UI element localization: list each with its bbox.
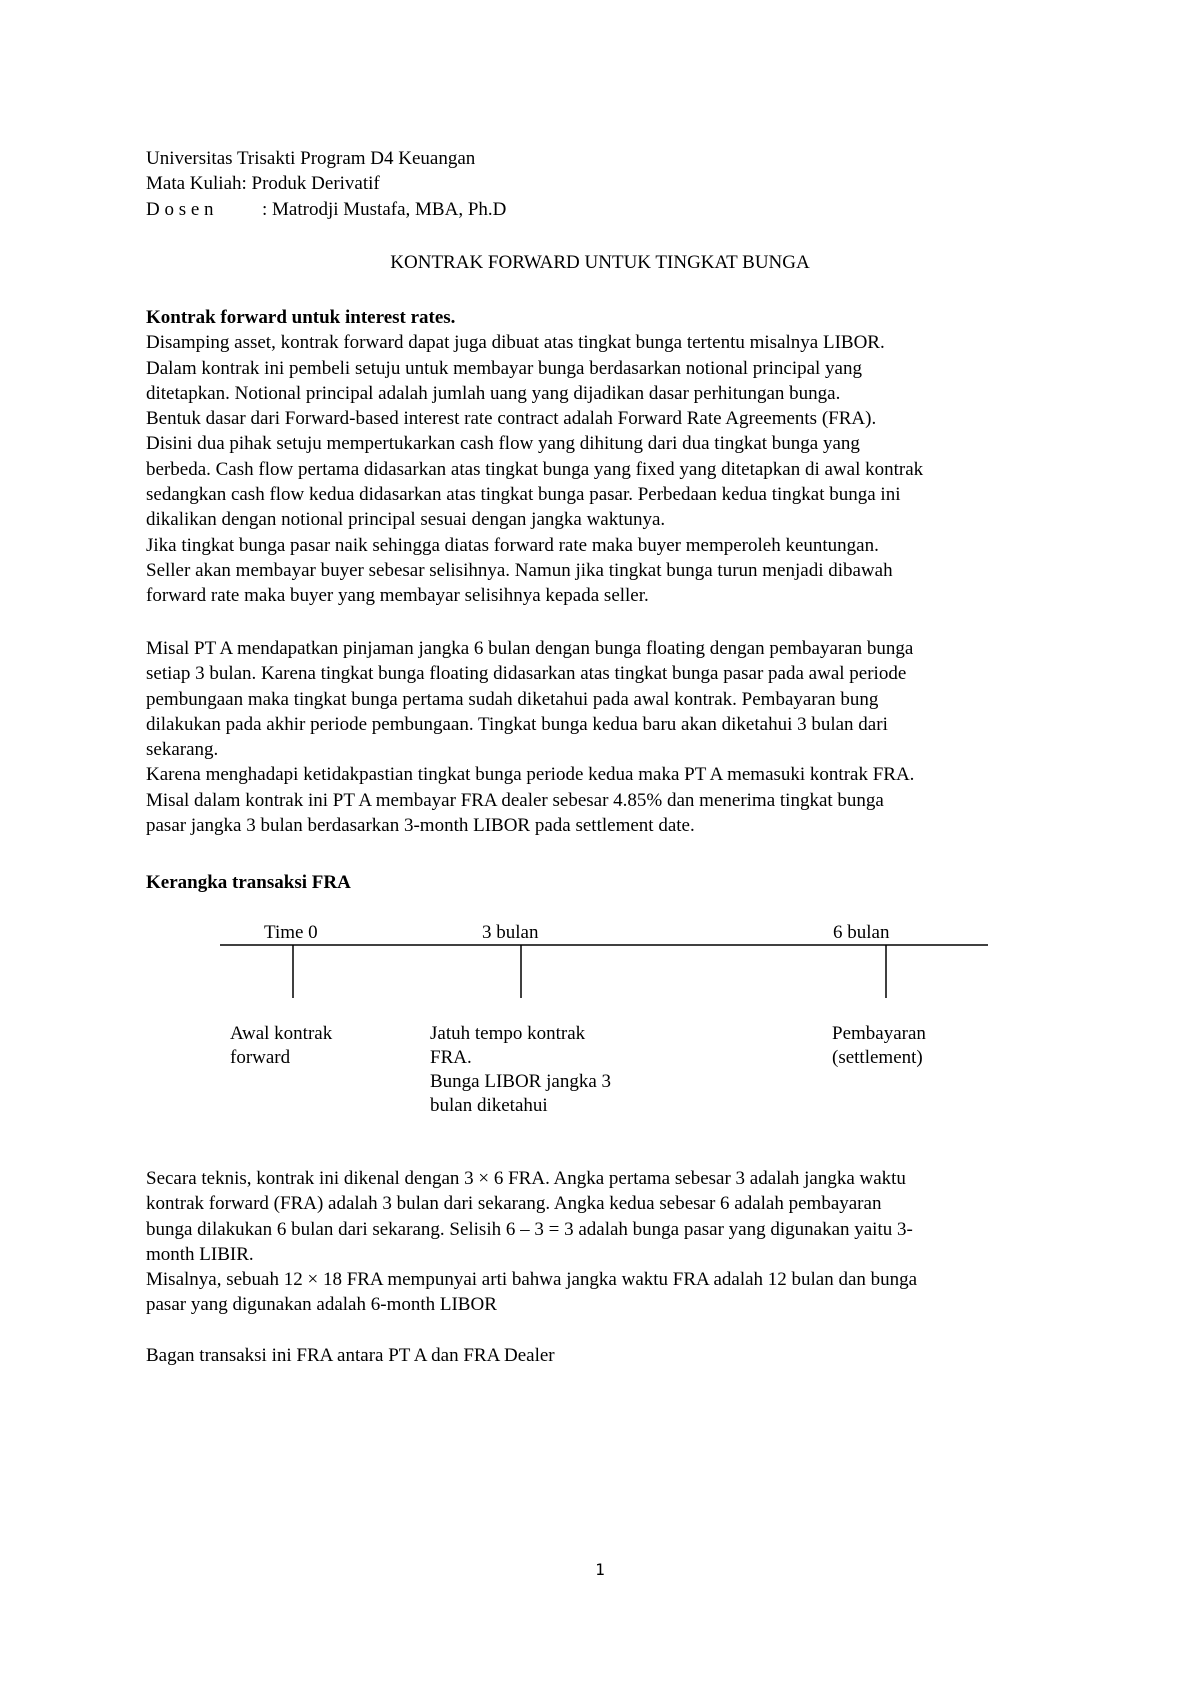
paragraph-line: Jika tingkat bunga pasar naik sehingga diatas forward rate maka buyer memperoleh keuntungan. <box>146 534 879 556</box>
section-technical-explanation <box>146 1166 1066 1318</box>
paragraph-line: Misal PT A mendapatkan pinjaman jangka 6 bulan dengan bunga floating dengan pembayaran bunga <box>146 638 914 659</box>
paragraph-line: Secara teknis, kontrak ini dikenal dengan 3 × 6 FRA. Angka pertama sebesar 3 adalah jangka waktu <box>146 1168 906 1189</box>
paragraph-line: dilakukan pada akhir periode pembungaan. Tingkat bunga kedua baru akan diketahui 3 bulan dari <box>146 713 888 735</box>
university-program: Universitas Trisakti Program D4 Keuangan <box>146 148 476 169</box>
timeline-label-time-0: Time 0 <box>264 922 318 943</box>
paragraph-line: Disamping asset, kontrak forward dapat juga dibuat atas tingkat bunga tertentu misalnya LIBOR. <box>146 332 885 354</box>
paragraph-line: forward rate maka buyer yang membayar selisihnya kepada seller. <box>146 585 649 607</box>
paragraph-line: setiap 3 bulan. Karena tingkat bunga floating didasarkan atas tingkat bunga pasar pada awal periode <box>146 663 907 685</box>
paragraph-line: ditetapkan. Notional principal adalah jumlah uang yang dijadikan dasar perhitungan bunga. <box>146 382 841 404</box>
closing-paragraph <box>146 1343 1066 1368</box>
lecturer-label: D o s e n <box>146 198 214 220</box>
timeline-desc-6-bulan <box>832 1022 926 1070</box>
desc-line: Awal kontrak <box>230 1023 333 1044</box>
paragraph-line: kontrak forward (FRA) adalah 3 bulan dari sekarang. Angka kedua sebesar 6 adalah pembayaran <box>146 1193 882 1215</box>
paragraph-line: Bentuk dasar dari Forward-based interest rate contract adalah Forward Rate Agreements (FRA). <box>146 408 877 430</box>
page-number: 1 <box>595 1560 605 1579</box>
paragraph-line: pasar jangka 3 bulan berdasarkan 3-month LIBOR pada settlement date. <box>146 815 695 837</box>
desc-line: forward <box>230 1047 291 1068</box>
paragraph-line: Misalnya, sebuah 12 × 18 FRA mempunyai arti bahwa jangka waktu FRA adalah 12 bulan dan bunga <box>146 1269 918 1291</box>
paragraph-line: Seller akan membayar buyer sebesar selisihnya. Namun jika tingkat bunga turun menjadi dibawah <box>146 559 893 581</box>
paragraph-line: pasar yang digunakan adalah 6-month LIBOR <box>146 1294 497 1316</box>
desc-line: Pembayaran <box>832 1023 926 1044</box>
timeline-label-6-bulan: 6 bulan <box>833 922 890 943</box>
lecturer-name: : Matrodji Mustafa, MBA, Ph.D <box>262 198 507 220</box>
paragraph-line: berbeda. Cash flow pertama didasarkan atas tingkat bunga yang fixed yang ditetapkan di awal kontrak <box>146 458 924 480</box>
paragraph-line: pembungaan maka tingkat bunga pertama sudah diketahui pada awal kontrak. Pembayaran bung <box>146 688 879 710</box>
section-heading: Kerangka transaksi FRA <box>146 872 351 893</box>
paragraph-line: sekarang. <box>146 739 219 761</box>
lecturer-line <box>146 197 1066 222</box>
paragraph-line: Karena menghadapi ketidakpastian tingkat bunga periode kedua maka PT A memasuki kontrak FRA. <box>146 764 915 786</box>
desc-line: FRA. <box>430 1047 472 1068</box>
document-title: KONTRAK FORWARD UNTUK TINGKAT BUNGA <box>390 252 810 273</box>
paragraph-line: dikalikan dengan notional principal sesuai dengan jangka waktunya. <box>146 509 666 531</box>
course-name: Mata Kuliah: Produk Derivatif <box>146 173 380 195</box>
section-heading: Kontrak forward untuk interest rates. <box>146 307 456 328</box>
timeline-label-3-bulan: 3 bulan <box>482 922 539 943</box>
paragraph-line: sedangkan cash flow kedua didasarkan atas tingkat bunga pasar. Perbedaan kedua tingkat bunga ini <box>146 484 901 506</box>
timeline-desc-3-bulan <box>430 1022 611 1118</box>
paragraph-line: month LIBIR. <box>146 1243 254 1265</box>
desc-line: Jatuh tempo kontrak <box>430 1023 586 1044</box>
document-header <box>146 146 1066 222</box>
timeline-desc-time-0 <box>230 1022 332 1070</box>
section-fra-framework <box>146 870 1066 895</box>
paragraph-line: Misal dalam kontrak ini PT A membayar FRA dealer sebesar 4.85% dan menerima tingkat bunga <box>146 789 884 811</box>
paragraph-line: Disini dua pihak setuju mempertukarkan cash flow yang dihitung dari dua tingkat bunga yang <box>146 433 860 455</box>
desc-line: bulan diketahui <box>430 1095 548 1116</box>
paragraph-line: Dalam kontrak ini pembeli setuju untuk membayar bunga berdasarkan notional principal yang <box>146 357 862 379</box>
section-forward-interest <box>146 305 1066 609</box>
section-example-pt-a <box>146 636 1066 838</box>
paragraph-line: Bagan transaksi ini FRA antara PT A dan FRA Dealer <box>146 1345 555 1366</box>
desc-line: (settlement) <box>832 1047 923 1068</box>
paragraph-line: bunga dilakukan 6 bulan dari sekarang. Selisih 6 – 3 = 3 adalah bunga pasar yang digunakan yaitu 3- <box>146 1218 913 1240</box>
desc-line: Bunga LIBOR jangka 3 <box>430 1071 612 1092</box>
